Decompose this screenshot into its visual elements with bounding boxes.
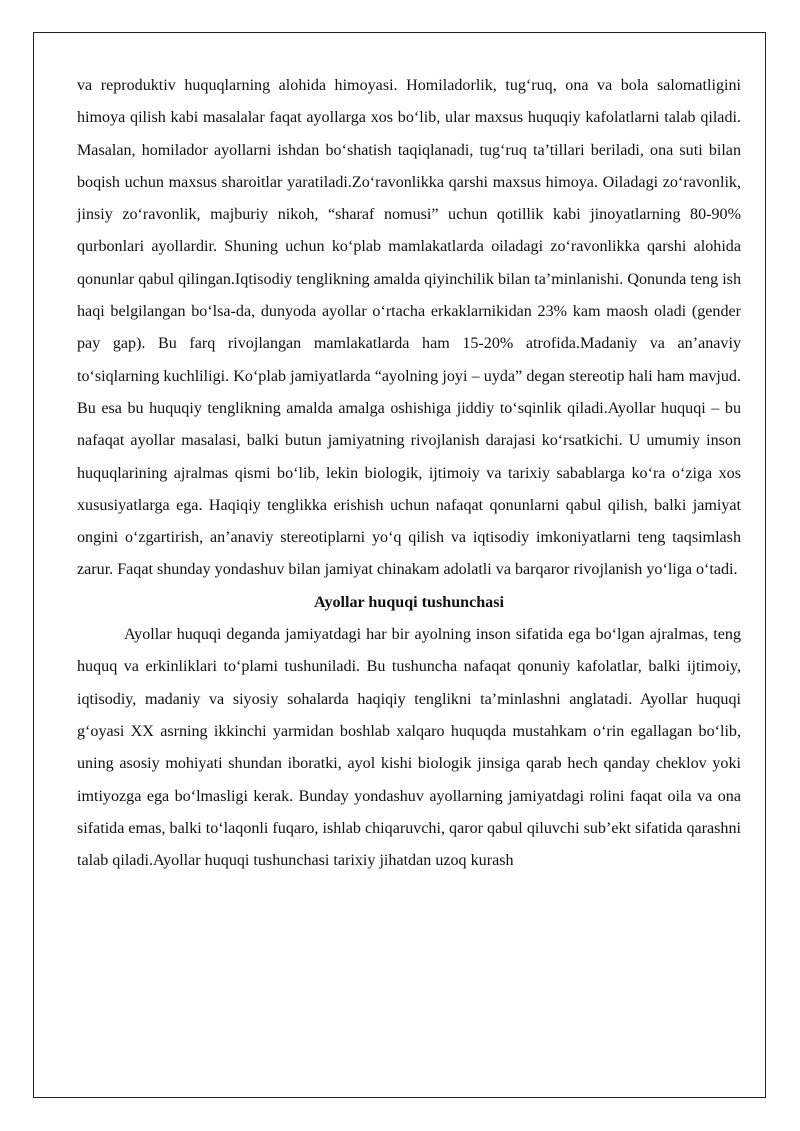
document-body xyxy=(77,70,741,877)
body-paragraph: Ayollar huquqi deganda jamiyatdagi har bir ayolning inson sifatida ega bo‘lgan ajralmas, teng huquq va erkinliklari to‘plami tushuniladi. Bu tushuncha nafaqat qonuniy kafolatlar, balki ijtimoiy, iqtisodiy, madaniy va siyosiy sohalarda haqiqiy tenglikni ta’minlashni anglatadi. Ayollar huquqi g‘oyasi XX asrning ikkinchi yarmidan boshlab xalqaro huquqda mustahkam o‘rin egallagan bo‘lib, uning asosiy mohiyati shundan iboratki, ayol kishi biologik jinsiga qarab hech qanday cheklov yoki imtiyozga ega bo‘lmasligi kerak. Bunday yondashuv ayollarning jamiyatdagi rolini faqat oila va ona sifatida emas, balki to‘laqonli fuqaro, ishlab chiqaruvchi, qaror qabul qiluvchi sub’ekt sifatida qarashni talab qiladi.Ayollar huquqi tushunchasi tarixiy jihatdan uzoq kurash xyxy=(77,626,741,870)
body-paragraph-continued: va reproduktiv huquqlarning alohida himoyasi. Homiladorlik, tug‘ruq, ona va bola salomatligini himoya qilish kabi masalalar faqat ayollarga xos bo‘lib, ular maxsus huquqiy kafolatlarni talab qiladi. Masalan, homilador ayollarni ishdan bo‘shatish taqiqlanadi, tug‘ruq ta’tillari beriladi, ona suti bilan boqish uchun maxsus sharoitlar yaratiladi.Zo‘ravonlikka qarshi maxsus himoya. Oiladagi zo‘ravonlik, jinsiy zo‘ravonlik, majburiy nikoh, “sharaf nomusi” uchun qotillik kabi jinoyatlarning 80-90% qurbonlari ayollardir. Shuning uchun ko‘plab mamlakatlarda oiladagi zo‘ravonlikka qarshi alohida qonunlar qabul qilingan.Iqtisodiy tenglikning amalda qiyinchilik bilan ta’minlanishi. Qonunda teng ish haqi belgilangan bo‘lsa-da, dunyoda ayollar o‘rtacha erkaklarnikidan 23% kam maosh oladi (gender pay gap). Bu farq rivojlangan mamlakatlarda ham 15-20% atrofida.Madaniy va an’anaviy to‘siqlarning kuchliligi. Ko‘plab jamiyatlarda “ayolning joyi – uyda” degan stereotip hali ham mavjud. Bu esa bu huquqiy tenglikning amalda amalga oshishiga jiddiy to‘sqinlik qiladi.Ayollar huquqi – bu nafaqat ayollar masalasi, balki butun jamiyatning rivojlanish darajasi ko‘rsatkichi. U umumiy inson huquqlarining ajralmas qismi bo‘lib, lekin biologik, ijtimoiy va tarixiy sabablarga ko‘ra o‘ziga xos xususiyatlarga ega. Haqiqiy tenglikka erishish uchun nafaqat qonunlarni qabul qilish, balki jamiyat ongini o‘zgartirish, an’anaviy stereotiplarni yo‘q qilish va iqtisodiy imkoniyatlarni teng taqsimlash zarur. Faqat shunday yondashuv bilan jamiyat chinakam adolatli va barqaror rivojlanish yo‘liga o‘tadi. xyxy=(77,77,741,579)
section-heading: Ayollar huquqi tushunchasi xyxy=(314,593,504,611)
